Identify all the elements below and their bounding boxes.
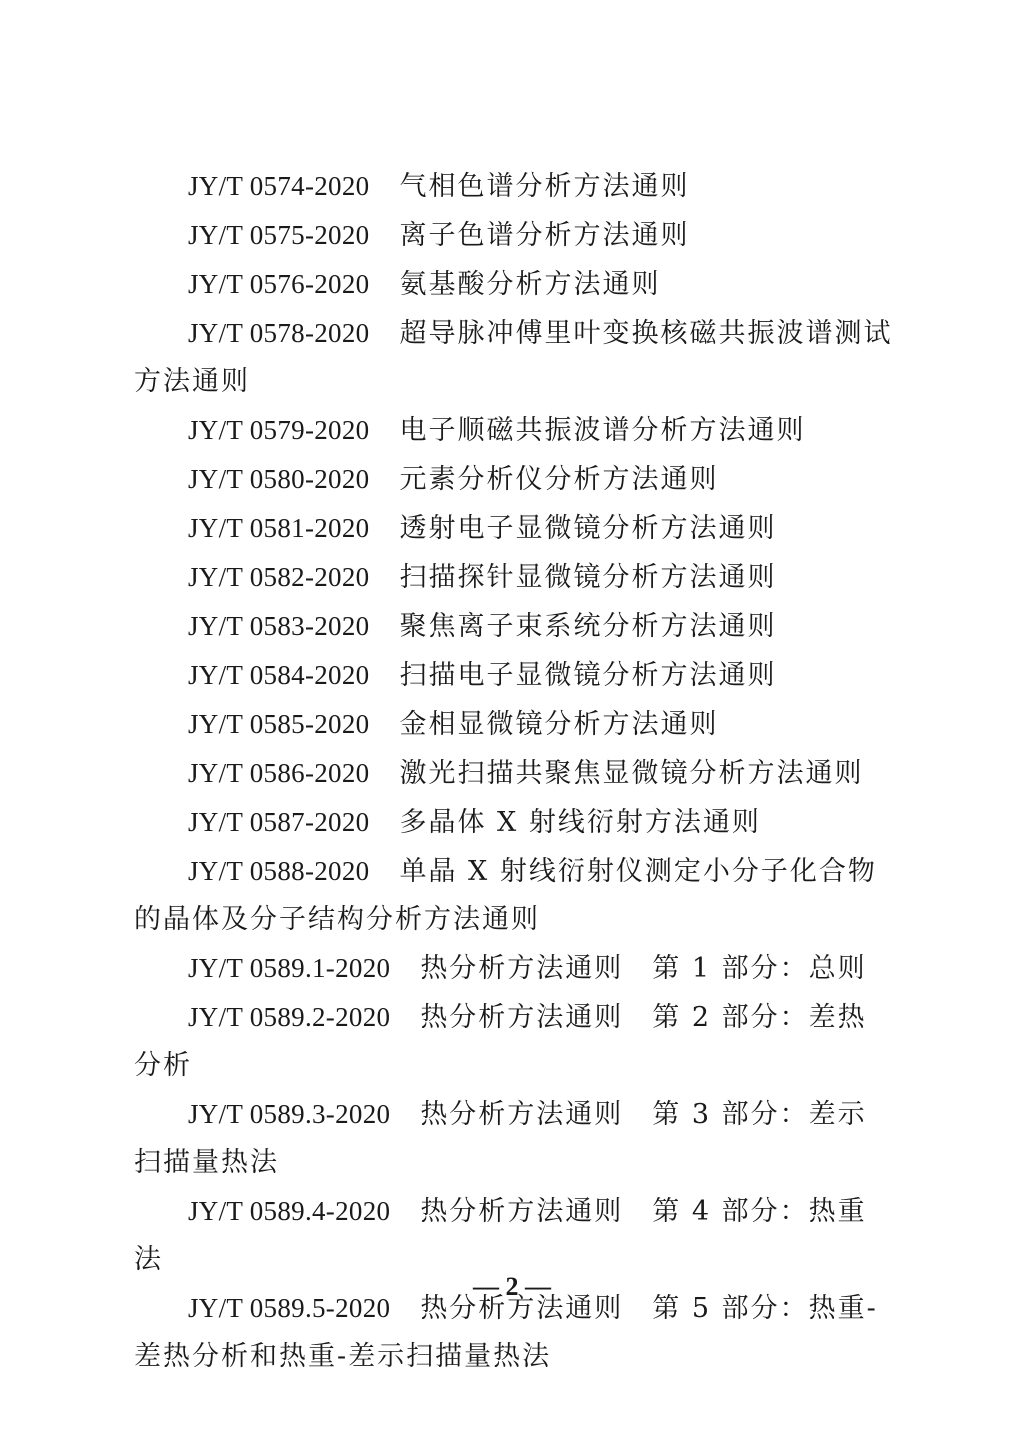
- standard-entry: [134, 211, 894, 260]
- standard-title: 元素分析仪分析方法通则: [399, 464, 719, 495]
- standard-title: 单晶 X 射线衍射仪测定小分子化合物的晶体及分子结构分析方法通则: [134, 856, 877, 935]
- standard-title: 多晶体 X 射线衍射方法通则: [399, 807, 761, 838]
- standard-entry: [134, 406, 894, 455]
- standard-title: 热分析方法通则 第 2 部分：差热分析: [134, 1002, 867, 1081]
- standard-code: JY/T 0582-2020: [188, 562, 370, 592]
- standard-entry: [134, 749, 894, 798]
- standard-code: JY/T 0576-2020: [188, 269, 370, 299]
- page-number: — 2 —: [473, 1272, 551, 1301]
- standard-entry: [134, 309, 894, 406]
- standard-code: JY/T 0589.1-2020: [188, 953, 391, 983]
- standard-code: JY/T 0588-2020: [188, 856, 370, 886]
- standard-code: JY/T 0587-2020: [188, 807, 370, 837]
- standard-code: JY/T 0575-2020: [188, 220, 370, 250]
- standard-entry: [134, 798, 894, 847]
- standard-code: JY/T 0574-2020: [188, 171, 370, 201]
- standard-code: JY/T 0589.4-2020: [188, 1196, 391, 1226]
- standard-entry: [134, 993, 894, 1090]
- standard-code: JY/T 0583-2020: [188, 611, 370, 641]
- standard-code: JY/T 0578-2020: [188, 318, 370, 348]
- standards-list: [134, 162, 894, 1381]
- standard-title: 气相色谱分析方法通则: [399, 171, 690, 202]
- standard-title: 扫描探针显微镜分析方法通则: [399, 562, 777, 593]
- standard-title: 超导脉冲傅里叶变换核磁共振波谱测试方法通则: [134, 318, 893, 397]
- standard-code: JY/T 0589.5-2020: [188, 1293, 391, 1323]
- standard-title: 激光扫描共聚焦显微镜分析方法通则: [399, 758, 864, 789]
- standard-title: 热分析方法通则 第 1 部分：总则: [420, 953, 867, 984]
- standard-entry: [134, 162, 894, 211]
- standard-title: 热分析方法通则 第 3 部分：差示扫描量热法: [134, 1099, 867, 1178]
- standard-title: 热分析方法通则 第 5 部分：热重-差热分析和热重-差示扫描量热法: [134, 1293, 878, 1372]
- standard-title: 离子色谱分析方法通则: [399, 220, 690, 251]
- standard-title: 扫描电子显微镜分析方法通则: [399, 660, 777, 691]
- standard-entry: [134, 1090, 894, 1187]
- standard-entry: [134, 504, 894, 553]
- standard-code: JY/T 0589.3-2020: [188, 1099, 391, 1129]
- standard-title: 透射电子显微镜分析方法通则: [399, 513, 777, 544]
- standard-entry: [134, 944, 894, 993]
- standard-code: JY/T 0585-2020: [188, 709, 370, 739]
- standard-title: 热分析方法通则 第 4 部分：热重法: [134, 1196, 867, 1275]
- standard-code: JY/T 0584-2020: [188, 660, 370, 690]
- standard-entry: [134, 455, 894, 504]
- standard-entry: [134, 700, 894, 749]
- standard-code: JY/T 0586-2020: [188, 758, 370, 788]
- standard-title: 氨基酸分析方法通则: [399, 269, 661, 300]
- standard-entry: [134, 847, 894, 944]
- standard-entry: [134, 651, 894, 700]
- standard-entry: [134, 1187, 894, 1284]
- standard-title: 金相显微镜分析方法通则: [399, 709, 719, 740]
- standard-code: JY/T 0581-2020: [188, 513, 370, 543]
- standard-code: JY/T 0579-2020: [188, 415, 370, 445]
- standard-entry: [134, 260, 894, 309]
- standard-code: JY/T 0580-2020: [188, 464, 370, 494]
- standard-entry: [134, 602, 894, 651]
- standard-title: 电子顺磁共振波谱分析方法通则: [399, 415, 806, 446]
- standard-entry: [134, 553, 894, 602]
- standard-code: JY/T 0589.2-2020: [188, 1002, 391, 1032]
- standard-title: 聚焦离子束系统分析方法通则: [399, 611, 777, 642]
